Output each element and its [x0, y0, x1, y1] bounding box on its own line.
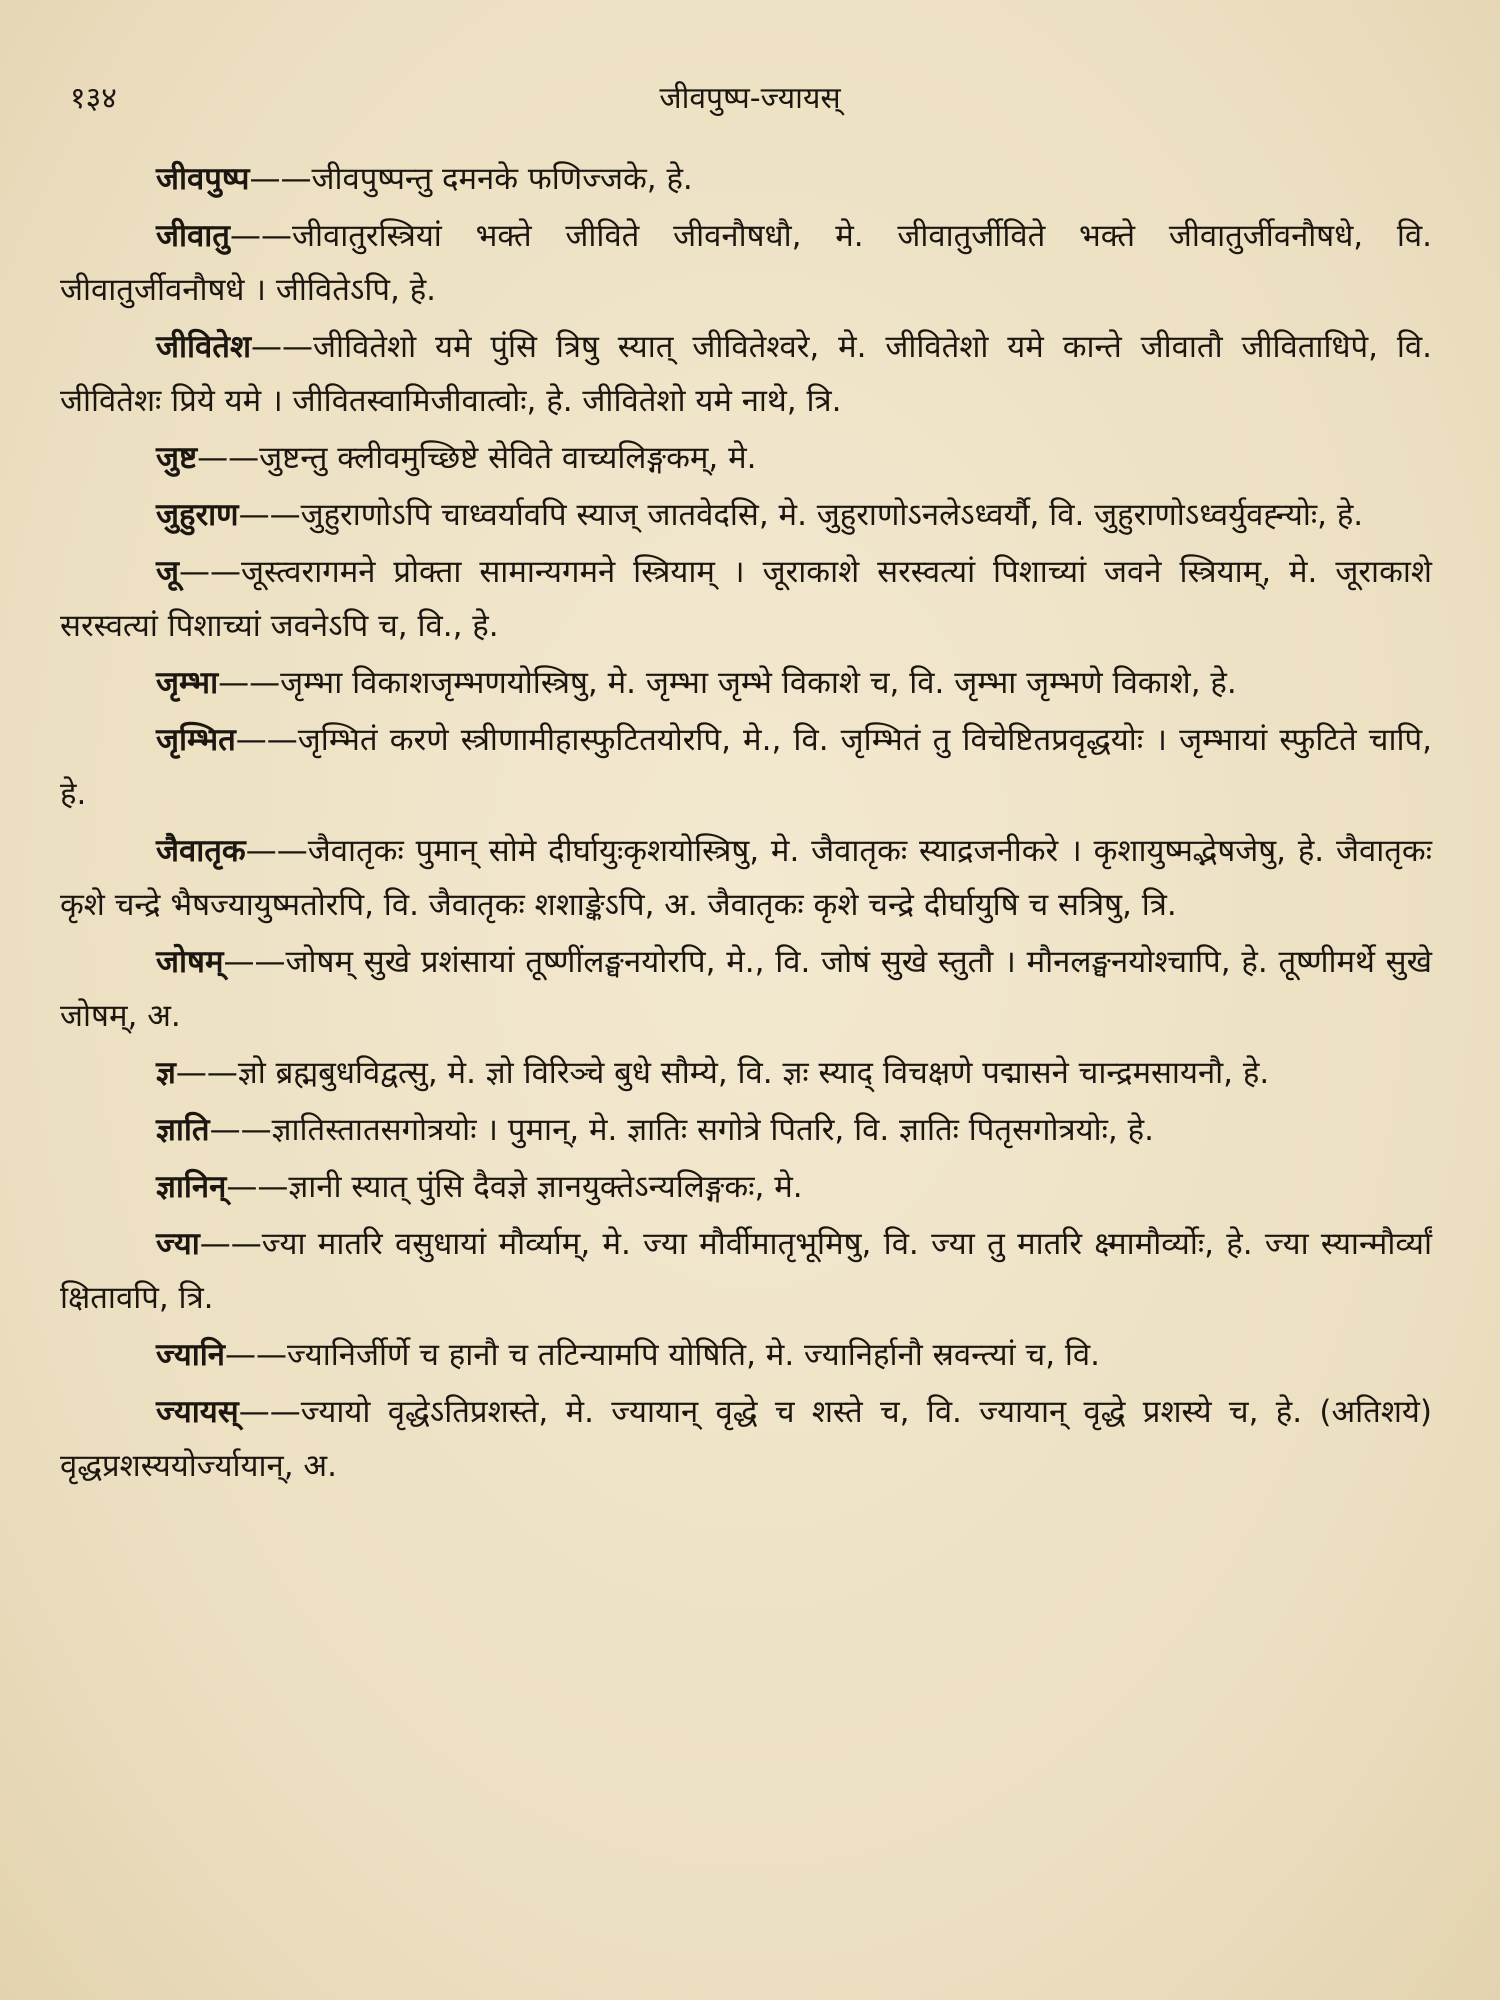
- entry-text: ——जीवपुष्पन्तु दमनके फणिज्जके, हे.: [249, 161, 693, 197]
- dictionary-entry: [60, 1217, 1432, 1325]
- entry-text: ——ज्ञो ब्रह्मबुधविद्वत्सु, मे. ज्ञो विरिञ्चे बुधे सौम्ये, वि. ज्ञः स्याद् विचक्षणे पद्मासने चान्द्रमसायनौ, हे.: [175, 1055, 1270, 1091]
- dictionary-entry: [60, 824, 1432, 932]
- dictionary-entry: [60, 1385, 1432, 1493]
- entry-text: ——जुष्टन्तु क्लीवमुच्छिष्टे सेविते वाच्यलिङ्गकम्, मे.: [197, 440, 757, 476]
- entry-headword: ज्यानि: [156, 1337, 225, 1373]
- entry-text: ——ज्या मातरि वसुधायां मौर्व्याम्, मे. ज्या मौर्वीमातृभूमिषु, वि. ज्या तु मातरि क्ष्मामौर्व्योः, हे. ज्या स्यान्मौर्व्यां क्षितावपि, त्रि.: [60, 1226, 1432, 1316]
- entry-headword: जुष्ट: [156, 440, 198, 476]
- entry-text: ——ज्ञातिस्तातसगोत्रयोः । पुमान्, मे. ज्ञातिः सगोत्रे पितरि, वि. ज्ञातिः पितृसगोत्रयोः, हे.: [209, 1112, 1154, 1148]
- entry-text: ——ज्यायो वृद्धेऽतिप्रशस्ते, मे. ज्यायान् वृद्धे च शस्ते च, वि. ज्यायान् वृद्धे प्रशस्ये च, हे. (अतिशये) वृद्धप्रशस्ययोर्ज्यायान्, अ.: [60, 1394, 1432, 1484]
- dictionary-entry: [60, 431, 1432, 485]
- dictionary-entry: [60, 320, 1432, 428]
- entry-text: ——जृम्भा विकाशजृम्भणयोस्त्रिषु, मे. जृम्भा जृम्भे विकाशे च, वि. जृम्भा जृम्भणे विकाशे, हे.: [218, 665, 1237, 701]
- dictionary-entry: [60, 1328, 1432, 1382]
- entry-text: ——जुहुराणोऽपि चाध्वर्यावपि स्याज् जातवेदसि, मे. जुहुराणोऽनलेऽध्वर्यौ, वि. जुहुराणोऽध्वर्युवह्न्योः, हे.: [238, 497, 1364, 533]
- entry-text: ——जूस्त्वरागमने प्रोक्ता सामान्यगमने स्त्रियाम् । जूराकाशे सरस्वत्यां पिशाच्यां जवने स्त्रियाम्, मे. जूराकाशे सरस्वत्यां पिशाच्यां जवनेऽपि च, वि., हे.: [60, 554, 1432, 644]
- entry-headword: जैवातृक: [156, 833, 246, 869]
- entry-text: ——जृम्भितं करणे स्त्रीणामीहास्फुटितयोरपि, मे., वि. जृम्भितं तु विचेष्टितप्रवृद्धयोः । जृम्भायां स्फुटिते चापि, हे.: [60, 722, 1432, 812]
- entry-headword: ज्ञ: [156, 1055, 176, 1091]
- entry-text: ——जोषम् सुखे प्रशंसायां तूष्णींलङ्घनयोरपि, मे., वि. जोषं सुखे स्तुतौ । मौनलङ्घनयोश्चापि, हे. तूष्णीमर्थे सुखे जोषम्, अ.: [60, 944, 1432, 1034]
- entry-text: ——ज्यानिर्जीर्णे च हानौ च तटिन्यामपि योषिति, मे. ज्यानिर्हानौ स्रवन्त्यां च, वि.: [224, 1337, 1101, 1373]
- entry-headword: जीवातु: [156, 218, 230, 254]
- page-header: [70, 76, 1430, 116]
- dictionary-entry: [60, 488, 1432, 542]
- entry-headword: ज्ञानिन्: [156, 1169, 227, 1205]
- entry-text: ——ज्ञानी स्यात् पुंसि दैवज्ञे ज्ञानयुक्तेऽन्यलिङ्गकः, मे.: [226, 1169, 803, 1205]
- entry-headword: जीवितेश: [156, 329, 252, 365]
- entry-headword: ज्या: [156, 1226, 200, 1262]
- entry-headword: जीवपुष्प: [156, 161, 250, 197]
- running-head: जीवपुष्प-ज्यायस्: [659, 81, 841, 116]
- dictionary-entry: [60, 152, 1432, 206]
- entry-headword: जृम्भा: [156, 665, 219, 701]
- dictionary-entry: [60, 1046, 1432, 1100]
- entry-headword: जोषम्: [156, 944, 224, 980]
- entry-headword: जू: [156, 554, 180, 590]
- entry-text: ——जीवितेशो यमे पुंसि त्रिषु स्यात् जीवितेश्वरे, मे. जीवितेशो यमे कान्ते जीवातौ जीविताधिपे, वि. जीवितेशः प्रिये यमे । जीवितस्वामिजीवात्वोः, हे. जीवितेशो यमे नाथे, त्रि.: [60, 329, 1432, 419]
- dictionary-entry: [60, 209, 1432, 317]
- entry-text: ——जैवातृकः पुमान् सोमे दीर्घायुःकृशयोस्त्रिषु, मे. जैवातृकः स्याद्रजनीकरे । कृशायुष्मद्भेषजेषु, हे. जैवातृकः कृशे चन्द्रे भैषज्यायुष्मतोरपि, वि. जैवातृकः शशाङ्केऽपि, अ. जैवातृकः कृशे चन्द्रे दीर्घायुषि च सत्रिषु, त्रि.: [60, 833, 1432, 923]
- dictionary-entry: [60, 656, 1432, 710]
- entry-text: ——जीवातुरस्त्रियां भक्ते जीविते जीवनौषधौ, मे. जीवातुर्जीविते भक्ते जीवातुर्जीवनौषधे, वि. जीवातुर्जीवनौषधे । जीवितेऽपि, हे.: [60, 218, 1432, 308]
- dictionary-entry: [60, 713, 1432, 821]
- entry-headword: ज्ञाति: [156, 1112, 210, 1148]
- entry-headword: जुहुराण: [156, 497, 239, 533]
- entry-headword: ज्यायस्: [156, 1394, 239, 1430]
- dictionary-entry: [60, 935, 1432, 1043]
- dictionary-entry: [60, 1160, 1432, 1214]
- dictionary-entry: [60, 1103, 1432, 1157]
- dictionary-entry: [60, 545, 1432, 653]
- entry-headword: जृम्भित: [156, 722, 236, 758]
- dictionary-entries: [60, 152, 1432, 1496]
- page-number: १३४: [70, 81, 117, 116]
